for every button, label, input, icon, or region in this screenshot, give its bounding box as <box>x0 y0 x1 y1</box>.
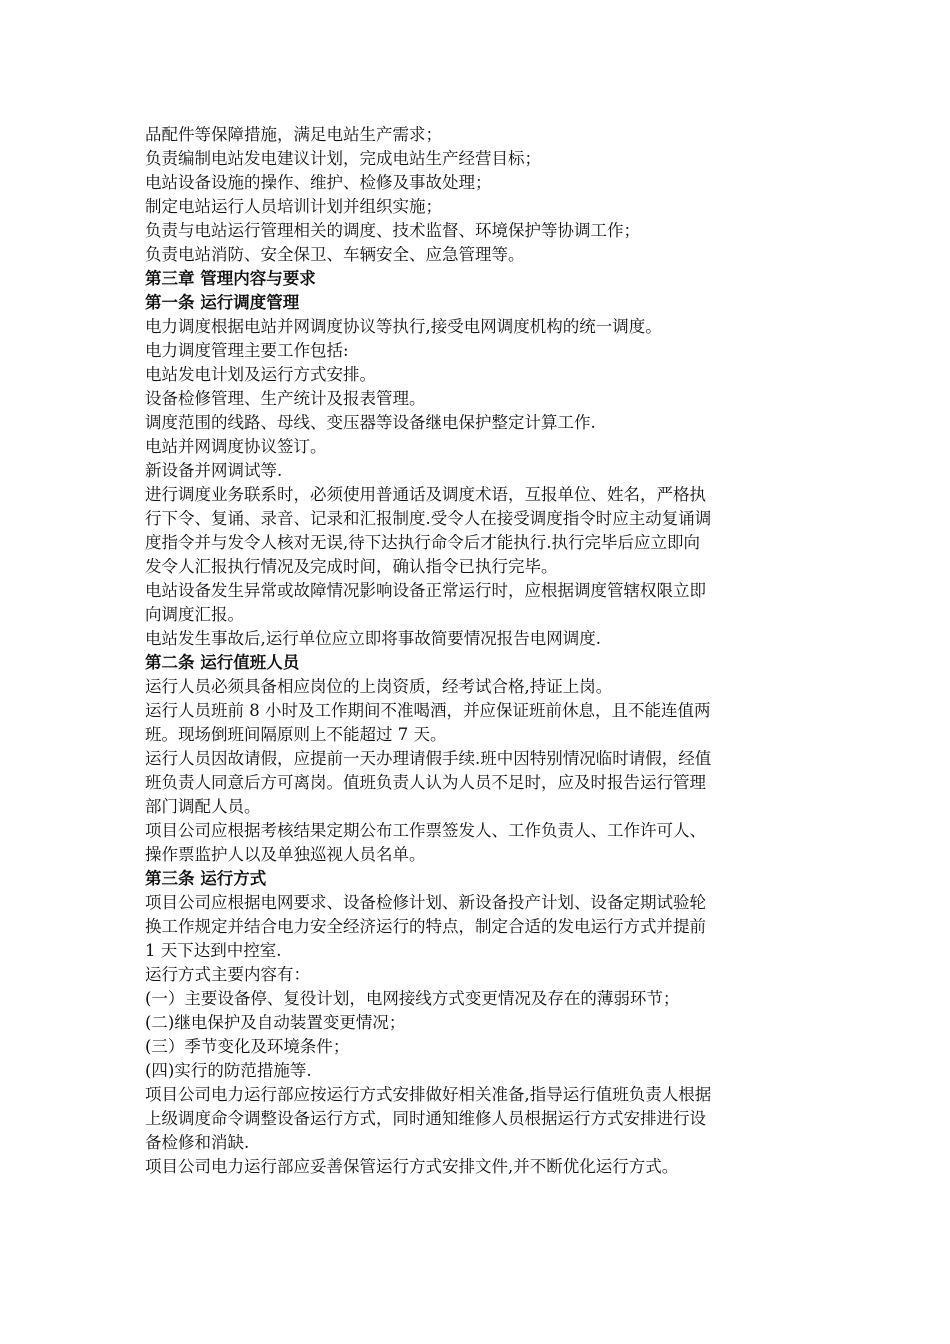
text-line: 电力调度管理主要工作包括: <box>145 341 349 360</box>
text-line: 运行人员必须具备相应岗位的上岗资质，经考试合格,持证上岗。 <box>145 677 613 696</box>
text-line: 电站发生事故后,运行单位应立即将事故简要情况报告电网调度. <box>145 629 601 648</box>
section-heading: 第三章 管理内容与要求 <box>145 269 316 288</box>
section-heading: 第三条 运行方式 <box>145 869 267 888</box>
text-line: 电力调度根据电站并网调度协议等执行,接受电网调度机构的统一调度。 <box>145 317 662 336</box>
text-line: 制定电站运行人员培训计划并组织实施； <box>145 197 442 216</box>
paragraph-line: 运行人员因故请假，应提前一天办理请假手续.班中因特别情况临时请假，经值 <box>145 749 712 768</box>
text-line: (一）主要设备停、复役计划，电网接线方式变更情况及存在的薄弱环节； <box>145 989 680 1008</box>
text-line: 电站发电计划及运行方式安排。 <box>145 365 376 384</box>
paragraph-line: 操作票监护人以及单独巡视人员名单。 <box>145 845 426 864</box>
paragraph-line: 部门调配人员。 <box>145 797 261 816</box>
paragraph-line: 上级调度命令调整设备运行方式，同时通知维修人员根据运行方式安排进行设 <box>145 1109 706 1128</box>
text-line: (二)继电保护及自动装置变更情况； <box>145 1013 406 1032</box>
text-line: 负责电站消防、安全保卫、车辆安全、应急管理等。 <box>145 245 525 264</box>
paragraph-line: 项目公司应根据考核结果定期公布工作票签发人、工作负责人、工作许可人、 <box>145 821 706 840</box>
section-heading: 第二条 运行值班人员 <box>145 653 300 672</box>
paragraph-line: 1 天下达到中控室. <box>145 941 282 960</box>
paragraph-line: 运行人员班前 8 小时及工作期间不准喝酒，并应保证班前休息，且不能连值两 <box>145 701 711 720</box>
section-heading: 第一条 运行调度管理 <box>145 293 300 312</box>
paragraph-line: 进行调度业务联系时，必须使用普通话及调度术语，互报单位、姓名，严格执 <box>145 485 706 504</box>
paragraph-line: 项目公司应根据电网要求、设备检修计划、新设备投产计划、设备定期试验轮 <box>145 893 706 912</box>
text-line: 项目公司电力运行部应妥善保管运行方式安排文件,并不断优化运行方式。 <box>145 1157 679 1176</box>
text-line: 设备检修管理、生产统计及报表管理。 <box>145 389 426 408</box>
text-line: 调度范围的线路、母线、变压器等设备继电保护整定计算工作. <box>145 413 596 432</box>
paragraph-line: 向调度汇报。 <box>145 605 244 624</box>
text-line: 新设备并网调试等. <box>145 461 283 480</box>
text-line: 负责编制电站发电建议计划，完成电站生产经营目标； <box>145 149 541 168</box>
paragraph-line: 换工作规定并结合电力安全经济运行的特点，制定合适的发电运行方式并提前 <box>145 917 706 936</box>
paragraph-line: 行下令、复诵、录音、记录和汇报制度.受令人在接受调度指令时应主动复诵调 <box>145 509 712 528</box>
paragraph-line: 班负责人同意后方可离岗。值班负责人认为人员不足时，应及时报告运行管理 <box>145 773 706 792</box>
paragraph-line: 项目公司电力运行部应按运行方式安排做好相关准备,指导运行值班负责人根据 <box>145 1085 712 1104</box>
text-line: 运行方式主要内容有： <box>145 965 310 984</box>
paragraph-line: 电站设备发生异常或故障情况影响设备正常运行时，应根据调度管辖权限立即 <box>145 581 706 600</box>
document-page <box>145 123 810 1179</box>
text-line: 电站设备设施的操作、维护、检修及事故处理； <box>145 173 492 192</box>
text-line: 负责与电站运行管理相关的调度、技术监督、环境保护等协调工作； <box>145 221 640 240</box>
paragraph-line: 班。现场倒班间隔原则上不能超过 7 天。 <box>145 725 447 744</box>
text-line: 品配件等保障措施，满足电站生产需求； <box>145 125 442 144</box>
paragraph-line: 备检修和消缺. <box>145 1133 250 1152</box>
text-line: (四)实行的防范措施等. <box>145 1061 312 1080</box>
text-line: 电站并网调度协议签订。 <box>145 437 327 456</box>
paragraph-line: 发令人汇报执行情况及完成时间，确认指令已执行完毕。 <box>145 557 558 576</box>
text-line: (三）季节变化及环境条件； <box>145 1037 350 1056</box>
paragraph-line: 度指令并与发令人核对无误,待下达执行命令后才能执行.执行完毕后应立即向 <box>145 533 700 552</box>
